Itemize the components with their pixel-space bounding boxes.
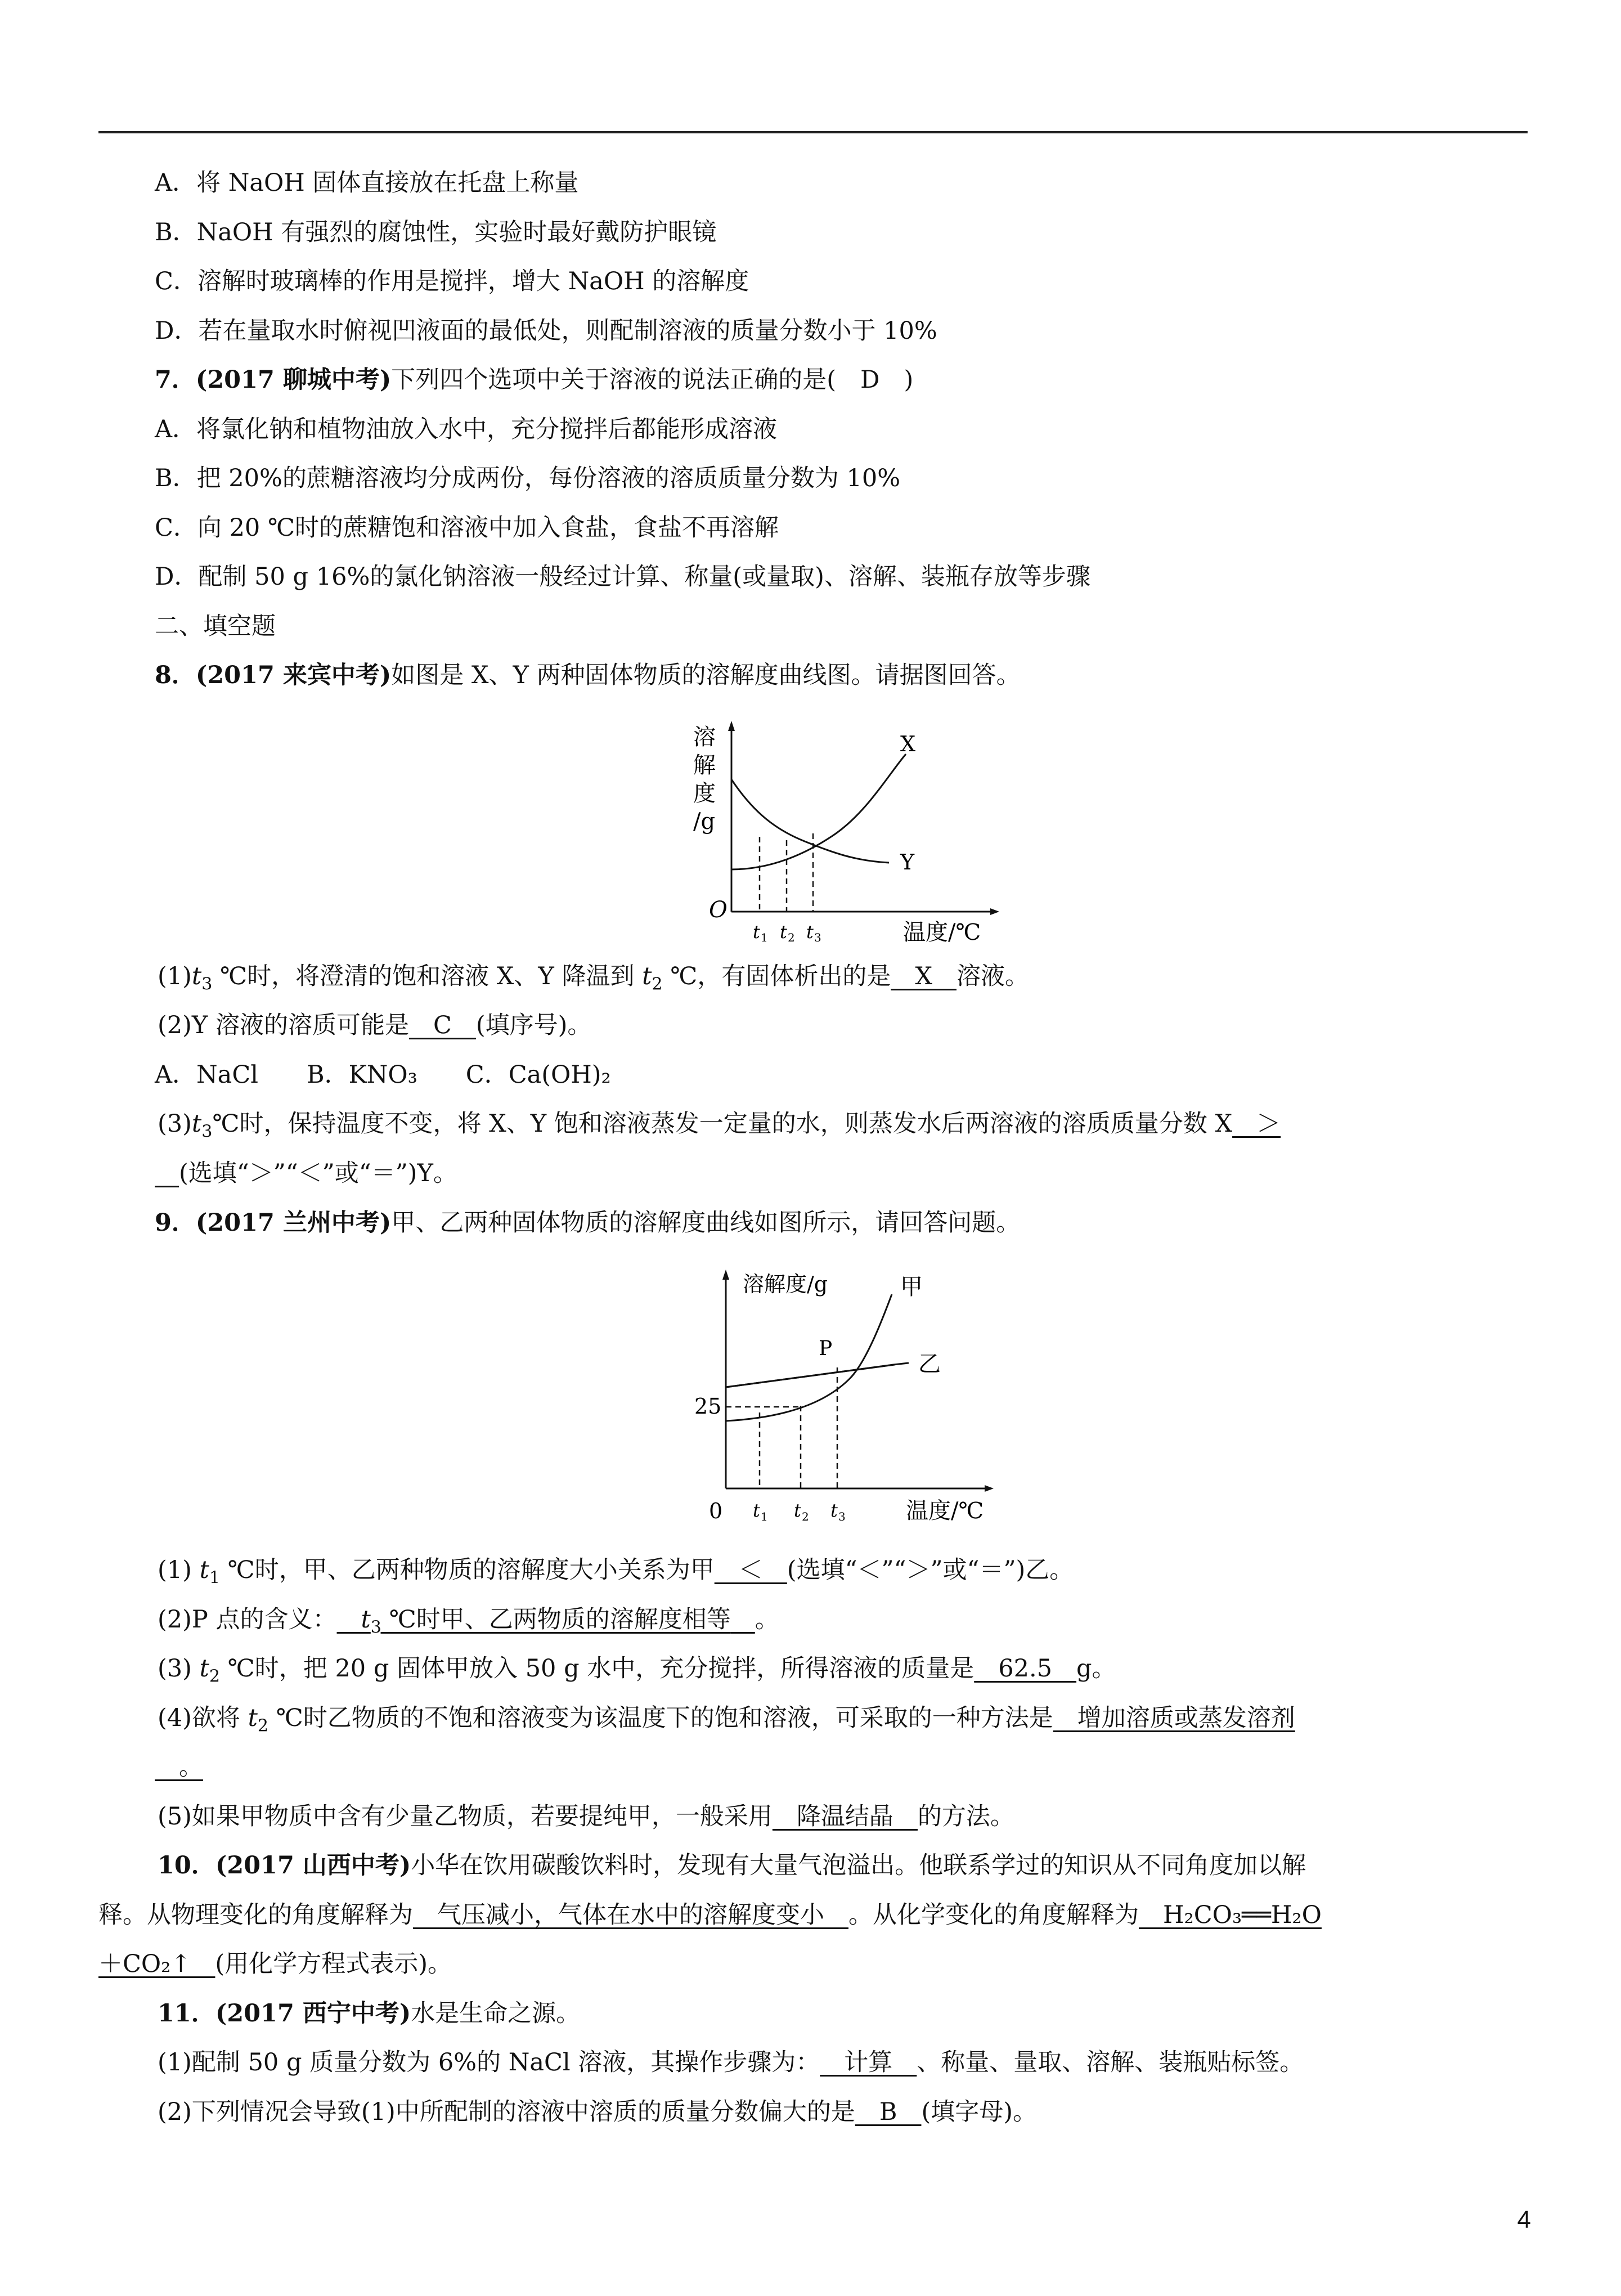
q9-p4-prefix: (4)欲将 [158,1704,248,1732]
q9-solubility-figure [686,1261,1002,1531]
q9-p4-tsub: 2 [257,1716,269,1736]
q9-p4-answer: __增加溶质或蒸发溶剂 [1053,1704,1295,1732]
q9-p2-prefix: (2)P 点的含义： [158,1606,337,1634]
q9-p2-answer-text: ℃时甲、乙两物质的溶解度相等 [381,1606,731,1634]
q7-text: 下列四个选项中关于溶液的说法正确的是( D ) [391,366,914,394]
q9-p3-t: t [199,1654,209,1683]
q7-option-a: A．将氯化钠和植物油放入水中，充分搅拌后都能形成溶液 [155,415,778,443]
q8-text: 如图是 X、Y 两种固体物质的溶解度曲线图。请据图回答。 [391,661,1021,689]
q10-answer-1: __气压减小，气体在水中的溶解度变小__ [413,1901,848,1929]
q9-p3-end: g。 [1076,1654,1116,1683]
q9-p4-t: t [248,1704,258,1732]
q9-stem [155,1206,1020,1240]
q8-p1-prefix: (1) [158,962,192,990]
q8-p2-answer: __C__ [408,1011,476,1039]
q7-option-d: D．配制 50 g 16%的氯化钠溶液一般经过计算、称量(或量取)、溶解、装瓶存放等步骤 [155,563,1090,591]
q10-answer-2: __H₂CO₃══H₂O [1139,1901,1322,1929]
q8-y-arrow [728,721,735,731]
q9-p3-text: ℃时，把 20 g 固体甲放入 50 g 水中，充分搅拌，所得溶液的质量是 [220,1654,975,1683]
q9-y-arrow [722,1270,729,1280]
q6-option-d: D．若在量取水时俯视凹液面的最低处，则配制溶液的质量分数小于 10% [155,317,937,345]
q11-source: (2017 西宁中考) [215,1999,411,2028]
q8-part3 [158,1107,1281,1149]
q9-p2-answer: $\_\_t_3$ ℃时甲、乙两物质的溶解度相等__ [336,1606,755,1638]
section-heading: 二、填空题 [155,612,276,640]
q8-tick-t2: t [780,921,787,943]
q10-text-1: 小华在饮用碳酸饮料时，发现有大量气泡溢出。他联系学过的知识从不同角度加以解 [411,1851,1306,1880]
q7-option-b: B．把 20%的蔗糖溶液均分成两份，每份溶液的溶质质量分数为 10% [155,464,901,492]
q8-source: (2017 来宾中考) [195,661,392,689]
q10-line2 [98,1898,1322,1932]
q8-p3-end: (选填“＞”“＜”或“＝”)Y。 [179,1159,457,1187]
q9-origin: 0 [709,1499,723,1523]
q8-part2 [158,1008,591,1042]
q8-p1-end: 溶液。 [956,962,1029,990]
q9-p1-t: t [199,1556,209,1584]
q9-tick-t3-sub: 3 [838,1510,846,1523]
q8-p3-text: ℃时，保持温度不变，将 X、Y 饱和溶液蒸发一定量的水，则蒸发水后两溶液的溶质质量分数 X [212,1110,1233,1138]
q9-p4-end: __。 [155,1753,203,1781]
q8-ylabel-4: /g [693,809,716,835]
q10-text-2: 释。从物理变化的角度解释为 [98,1901,413,1929]
q8-p1-answer: __X__ [891,962,957,990]
q8-part2-options: A．NaCl B．KNO₃ C．Ca(OH)₂ [155,1061,611,1089]
q9-line-yi-c [726,1365,893,1387]
q9-part4 [158,1701,1295,1743]
q9-text: 甲、乙两种固体物质的溶解度曲线如图所示，请回答问题。 [391,1209,1021,1237]
q9-p2-answer-tsub: 3 [370,1617,381,1638]
q10-text-4: (用化学方程式表示)。 [215,1950,452,1978]
q6-option-b: B．NaOH 有强烈的腐蚀性，实验时最好戴防护眼镜 [155,218,717,246]
q10-line3 [98,1947,452,1981]
q9-part5 [158,1800,1014,1833]
q10-answer-2-cont: ＋CO₂↑__ [98,1950,215,1978]
q9-p1-end: (选填“＜”“＞”或“＝”)乙。 [787,1556,1074,1584]
q8-ylabel-1: 溶 [693,724,716,750]
q9-tick-t2: t [794,1500,801,1521]
q8-curve-y [731,779,889,863]
q11-stem [158,1997,580,2030]
q8-tick-t2-sub: 2 [788,931,795,943]
q8-ylabel-3: 度 [693,781,716,806]
q8-tick-t3: t [806,921,814,943]
q8-p1-t2: t [642,962,652,990]
q9-p1-text: ℃时，甲、乙两种物质的溶解度大小关系为甲 [220,1556,715,1584]
q9-xlabel: 温度/℃ [906,1498,984,1524]
q9-part4-cont [155,1750,203,1784]
q8-tick-t3-sub: 3 [814,931,821,943]
q8-p3-prefix: (3) [158,1110,192,1138]
q9-p3-answer: __62.5__ [974,1654,1077,1683]
q9-p3-tsub: 2 [209,1666,221,1687]
q8-p1-t: t [191,962,202,990]
q8-tick-t1: t [753,921,760,943]
q9-p2-answer-t: t [361,1606,371,1634]
q9-part3 [158,1652,1116,1694]
q9-p1-tsub: 1 [209,1568,221,1588]
q8-p1-t2sub: 2 [652,974,663,994]
q8-p3-t: t [191,1110,202,1138]
q9-part1 [158,1553,1074,1595]
q11-text: 水是生命之源。 [411,1999,581,2028]
q8-part3-cont [155,1156,457,1190]
q7-stem [155,363,913,397]
q8-series-x: X [900,732,916,756]
q9-p5-answer: __降温结晶__ [772,1802,918,1831]
q9-tick-t1: t [753,1500,760,1521]
q10-text-3: 。从化学变化的角度解释为 [848,1901,1139,1929]
q11-number: 11． [158,1999,215,2028]
q8-stem [155,658,1021,692]
q9-p3-prefix: (3) [158,1654,200,1683]
q9-tick-t3: t [830,1500,838,1521]
q7-number: 7． [155,366,196,394]
q6-option-a: A．将 NaOH 固体直接放在托盘上称量 [155,169,579,197]
q8-p3-answer-tail: __ [155,1159,179,1187]
q8-series-y: Y [900,850,915,875]
q9-p5-end: 的方法。 [917,1802,1014,1831]
q8-part1 [158,959,1029,1002]
q8-p2-end: (填序号)。 [475,1011,592,1039]
q9-x-arrow [985,1485,994,1492]
q10-source: (2017 山西中考) [215,1851,411,1880]
q7-option-c: C．向 20 ℃时的蔗糖饱和溶液中加入食盐，食盐不再溶解 [155,514,779,542]
q9-p4-text: ℃时乙物质的不饱和溶液变为该温度下的饱和溶液，可采取的一种方法是 [268,1704,1053,1732]
q11-part1 [158,2046,1304,2079]
q9-number: 9． [155,1209,196,1237]
q9-p2-end: 。 [755,1606,779,1634]
q11-p2-end: (填字母)。 [921,2098,1037,2126]
q11-p2-prefix: (2)下列情况会导致(1)中所配制的溶液中溶质的质量分数偏大的是 [158,2098,855,2126]
q9-tick-t1-sub: 1 [761,1510,768,1523]
q10-number: 10． [158,1851,215,1880]
q8-xlabel: 温度/℃ [903,920,981,943]
q9-series-yi: 乙 [918,1351,941,1377]
q8-p1-mid2: ℃，有固体析出的是 [662,962,891,990]
q8-p1-mid: ℃时，将澄清的饱和溶液 X、Y 降温到 [212,962,643,990]
q11-p1-answer: __计算__ [820,2048,917,2077]
q10-line1 [158,1849,1306,1882]
q8-p3-tsub: 3 [201,1122,213,1142]
q8-p2-prefix: (2)Y 溶液的溶质可能是 [158,1011,409,1039]
q11-p2-answer: __B__ [855,2098,922,2126]
q8-p1-tsub: 3 [201,974,213,994]
q9-source: (2017 兰州中考) [195,1209,392,1237]
q9-point-p: P [819,1337,833,1360]
q11-p1-end: 、称量、量取、溶解、装瓶贴标签。 [917,2048,1304,2077]
q8-origin: O [709,897,728,923]
q9-p5-prefix: (5)如果甲物质中含有少量乙物质，若要提纯甲，一般采用 [158,1802,773,1831]
q9-ylabel: 溶解度/g [743,1272,828,1297]
q8-x-arrow [990,908,999,915]
q9-series-jia: 甲 [900,1274,923,1300]
q8-tick-t1-sub: 1 [761,931,768,943]
q8-p3-answer: __＞ [1232,1110,1281,1138]
q9-line-yi-d [893,1363,909,1365]
q9-tick-t2-sub: 2 [802,1510,809,1523]
q9-p1-prefix: (1) [158,1556,200,1584]
q11-part2 [158,2095,1037,2129]
q7-source: (2017 聊城中考) [195,366,392,394]
q8-solubility-figure [686,718,1002,943]
q9-p1-answer: __＜__ [714,1556,787,1584]
page-number: 4 [1517,2206,1531,2234]
q9-ytick-25: 25 [694,1394,722,1419]
q6-option-c: C．溶解时玻璃棒的作用是搅拌，增大 NaOH 的溶解度 [155,267,749,295]
q11-p1-prefix: (1)配制 50 g 质量分数为 6%的 NaCl 溶液，其操作步骤为： [158,2048,820,2077]
q8-ylabel-2: 解 [693,752,716,778]
q8-number: 8． [155,661,196,689]
q9-part2 [158,1603,779,1645]
q9-curve-jia [726,1294,892,1421]
